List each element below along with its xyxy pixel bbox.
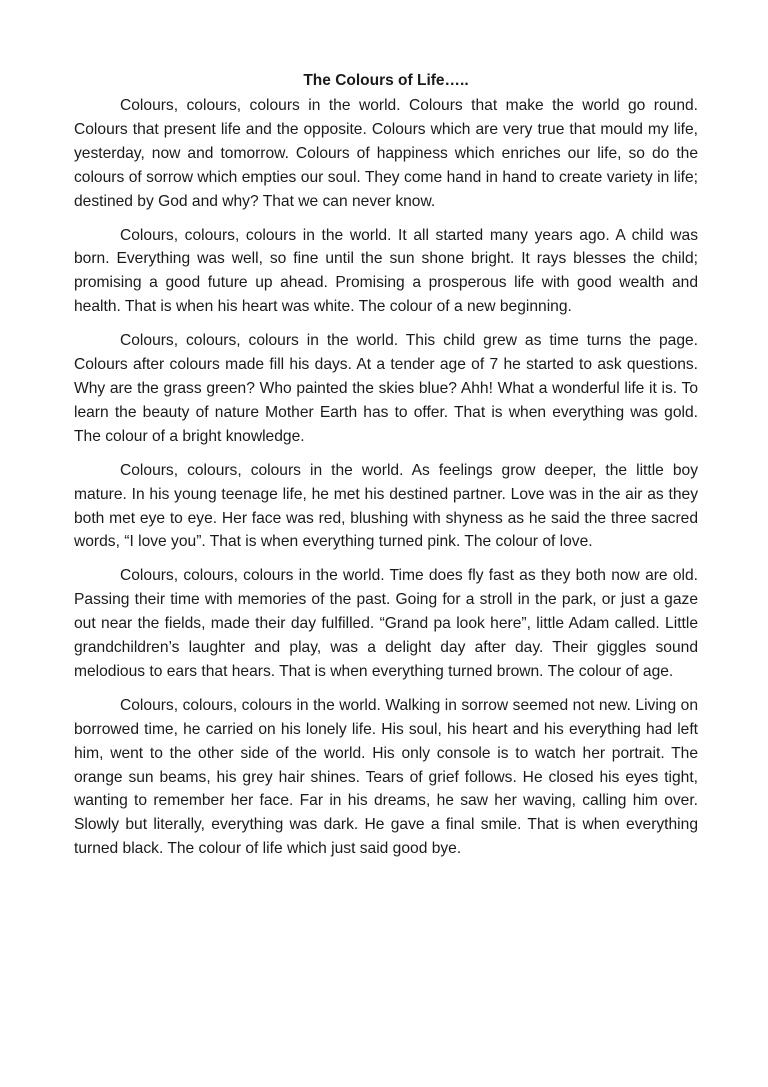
document-title: The Colours of Life….. — [303, 72, 469, 89]
paragraph-3: Colours, colours, colours in the world. This child grew as time turns the page. Colours after colours made fill his days. At a tender age of 7 he started to ask questions. Why are the grass green? Who painted the skies blue? Ahh! What a wonderful life it is. To learn the beauty of nature Mother Earth has to offer. That is when everything was gold. The colour of a bright knowledge. — [74, 332, 698, 445]
paragraph-5: Colours, colours, colours in the world. Time does fly fast as they both now are old. Passing their time with memories of the past. Going for a stroll in the park, or just a gaze out near the fields, made their day fulfilled. “Grand pa look here”, little Adam called. Little grandchildren’s laughter and play, was a delight day after day. Their giggles sound melodious to ears that hears. That is when everything turned brown. The colour of age. — [74, 567, 698, 680]
paragraph-4: Colours, colours, colours in the world. As feelings grow deeper, the little boy mature. In his young teenage life, he met his destined partner. Love was in the air as they both met eye to eye. Her face was red, blushing with shyness as he said the three sacred words, “I love you”. That is when everything turned pink. The colour of love. — [74, 461, 698, 551]
document-page — [74, 70, 698, 871]
paragraph-2: Colours, colours, colours in the world. It all started many years ago. A child was born. Everything was well, so fine until the sun shone bright. It rays blesses the child; promising a good future up ahead. Promising a prosperous life with good wealth and health. That is when his heart was white. The colour of a new beginning. — [74, 226, 698, 316]
paragraph-6: Colours, colours, colours in the world. Walking in sorrow seemed not new. Living on borrowed time, he carried on his lonely life. His soul, his heart and his everything had left him, went to the other side of the world. His only console is to watch her portrait. The orange sun beams, his grey hair shines. Tears of grief follows. He closed his eyes tight, wanting to remember her face. Far in his dreams, he saw her waving, calling him over. Slowly but literally, everything was dark. He gave a final smile. That is when everything turned black. The colour of life which just said good bye. — [74, 696, 698, 858]
paragraph-1: Colours, colours, colours in the world. Colours that make the world go round. Colours that present life and the opposite. Colours which are very true that mould my life, yesterday, now and tomorrow. Colours of happiness which enriches our life, so do the colours of sorrow which empties our soul. They come hand in hand to create variety in life; destined by God and why? That we can never know. — [74, 97, 698, 210]
